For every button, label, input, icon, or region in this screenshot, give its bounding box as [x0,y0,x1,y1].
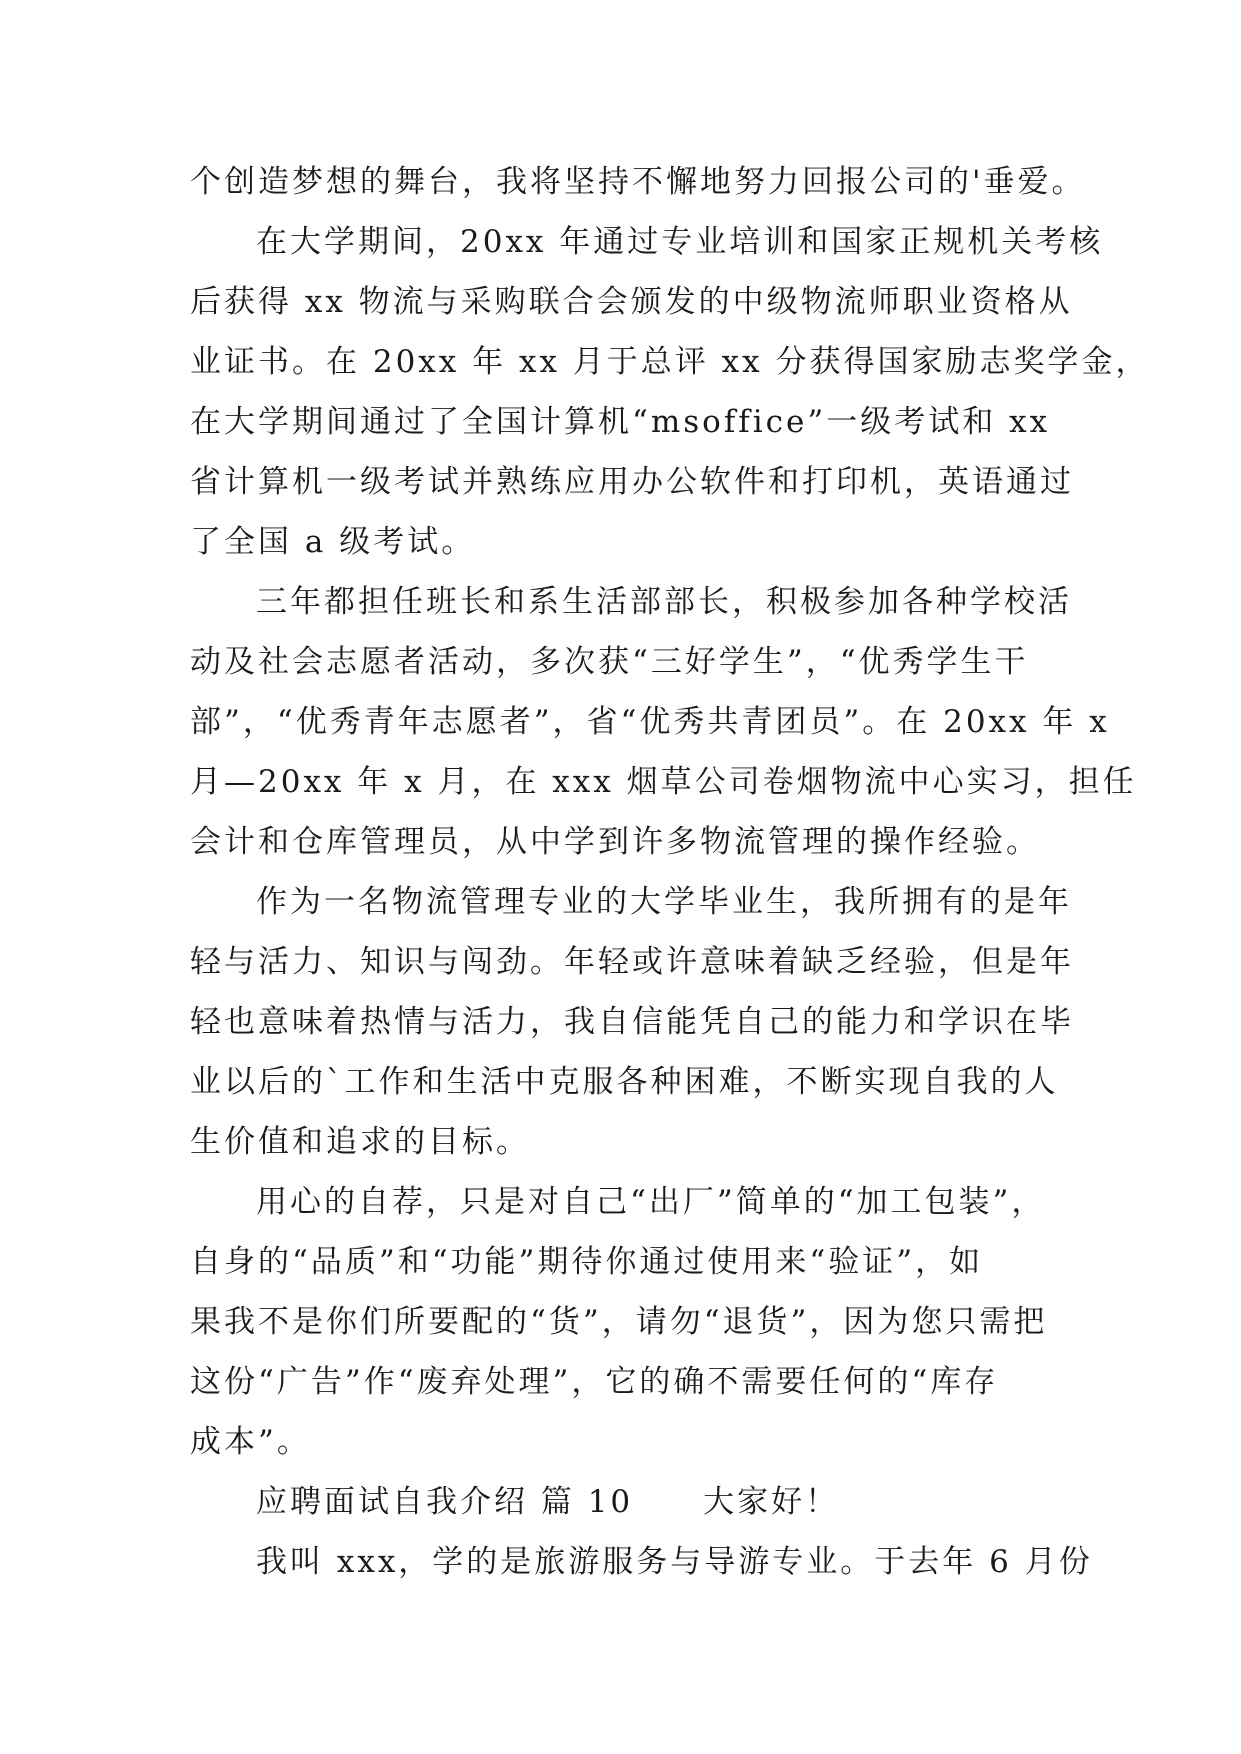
text-line: 业证书。在 20xx 年 xx 月于总评 xx 分获得国家励志奖学金， [190,344,1150,380]
text-line: 轻也意味着热情与活力，我自信能凭自己的能力和学识在毕 [190,1004,1074,1040]
section-heading-title: 应聘面试自我介绍 篇 10 [256,1484,634,1520]
document-body [190,152,1150,1592]
section-heading-line [190,1472,1070,1532]
text-line: 部”，“优秀青年志愿者”，省“优秀共青团员”。在 20xx 年 x [190,704,1110,740]
text-line: 省计算机一级考试并熟练应用办公软件和打印机，英语通过 [190,464,1074,500]
text-line: 成本”。 [190,1424,311,1460]
text-line: 动及社会志愿者活动，多次获“三好学生”，“优秀学生干 [190,644,1029,680]
text-line: 会计和仓库管理员，从中学到许多物流管理的操作经验。 [190,824,1040,860]
text-line: 业以后的`工作和生活中克服各种困难，不断实现自我的人 [190,1064,1059,1100]
text-line: 了全国 a 级考试。 [190,524,476,560]
section-greeting: 大家好！ [703,1484,840,1520]
text-line: 生价值和追求的目标。 [190,1124,530,1160]
text-line: 月—20xx 年 x 月，在 xxx 烟草公司卷烟物流中心实习，担任 [190,764,1137,800]
text-line: 轻与活力、知识与闯劲。年轻或许意味着缺乏经验，但是年 [190,944,1074,980]
text-line: 后获得 xx 物流与采购联合会颁发的中级物流师职业资格从 [190,284,1073,320]
text-line: 在大学期间通过了全国计算机“msoffice”一级考试和 xx [190,404,1051,440]
paragraph-start-line: 作为一名物流管理专业的大学毕业生，我所拥有的是年 [256,884,1072,920]
paragraph-start-line: 用心的自荐，只是对自己“出厂”简单的“加工包装”， [256,1184,1046,1220]
text-line: 个创造梦想的舞台，我将坚持不懈地努力回报公司的'垂爱。 [190,164,1086,200]
text-line: 这份“广告”作“废弃处理”，它的确不需要任何的“库存 [190,1364,999,1400]
paragraph-start-line: 我叫 xxx，学的是旅游服务与导游专业。于去年 6 月份 [256,1544,1093,1580]
paragraph-start-line: 三年都担任班长和系生活部部长，积极参加各种学校活 [256,584,1072,620]
text-line: 自身的“品质”和“功能”期待你通过使用来“验证”，如 [190,1244,984,1280]
text-line: 果我不是你们所要配的“货”，请勿“退货”，因为您只需把 [190,1304,1048,1340]
paragraph-start-line: 在大学期间，20xx 年通过专业培训和国家正规机关考核 [256,224,1104,260]
